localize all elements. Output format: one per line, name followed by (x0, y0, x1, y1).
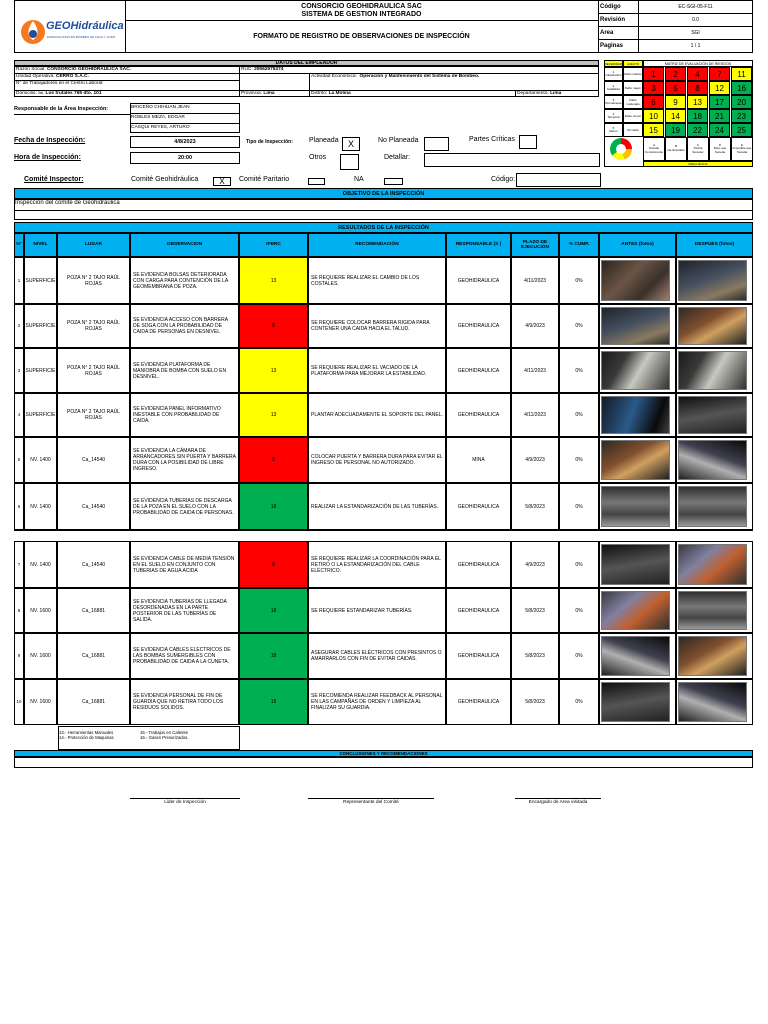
risk-matrix-cell: 10 (643, 109, 664, 123)
table-cell-obs: SE EVIDENCIA PLATAFORMA DE MANIOBRA DE BOMBA CON SUELO EN DESNIVEL. (130, 348, 239, 393)
table-cell-iperc: 19 (239, 679, 308, 725)
note-2: 14.- Protección de Maquinas (59, 735, 114, 740)
table-cell-obs: SE EVIDENCIA TUBERÍAS DE LLEGADA DESORDENADAS EN LA PARTE POSTERIOR DE LAS TUBERÍAS DE SALIDA. (130, 588, 239, 633)
results-section-title: RESULTADOS DE LA INSPECCIÓN (14, 222, 753, 233)
risk-matrix-cell: 21 (709, 109, 730, 123)
table-cell-nivel: SUPERFICIE (24, 393, 57, 437)
company-name: CONSORCIO GEOHIDRAULICA SAC (301, 3, 422, 10)
logo-subtitle: ESPECIALISTAS EN BOMBEO DE AGUA Y LODO (47, 35, 116, 39)
risk-matrix-frequency-col: B Ha Sucedido (665, 137, 687, 161)
table-cell-iperc: 13 (239, 348, 308, 393)
risk-matrix-afecto: Daño masivo (623, 67, 643, 81)
inspection-photo-despues[interactable] (678, 260, 747, 301)
table-cell-cump: 0% (559, 304, 599, 348)
table-cell-lugar: Ca_14540 (57, 483, 130, 530)
table-cell-resp: GEOHIDRAULICA (446, 393, 511, 437)
risk-matrix-cell: 22 (687, 123, 708, 137)
inspection-photo-despues[interactable] (678, 440, 747, 480)
risk-matrix-chart-icon (610, 138, 632, 160)
codigo-field[interactable] (516, 173, 601, 187)
table-cell-nivel: NV. 1400 (24, 541, 57, 588)
otros-label: Otros (309, 154, 327, 161)
table-cell-obs: SE EVIDENCIA CABLES ELECTRICOS DE LAS BOMBAS SUMERGIBLES CON PROBABILIDAD DE CAIDA A LA CUNETA. (130, 633, 239, 679)
risk-matrix-cell: 13 (687, 95, 708, 109)
inspection-photo-antes[interactable] (601, 307, 670, 345)
comite-paritario-checkbox[interactable] (308, 178, 325, 185)
risk-matrix-cell: 17 (709, 95, 730, 109)
table-cell-rec: SE REQUIERE REALIZAR EL VACIADO DE LA PLATAFORMA PARA MEJORAR LA ESTABILIDAD. (308, 348, 446, 393)
risk-matrix-afecto: Daño menor (623, 109, 643, 123)
risk-matrix-cell: 12 (709, 81, 730, 95)
risk-matrix-cell: 7 (709, 67, 730, 81)
table-cell-plazo: 5/8/2023 (511, 588, 559, 633)
table-cell-n: 6 (14, 483, 24, 530)
table-cell-plazo: 5/8/2023 (511, 633, 559, 679)
inspection-photo-despues[interactable] (678, 396, 747, 434)
note-4: 16.- Gases Presurizados. (140, 735, 189, 740)
risk-matrix-severity: 1 Catastrófico (604, 67, 623, 81)
employer-section-title: DATOS DEL EMPLEADOR (14, 60, 599, 66)
codigo-label: Código: (491, 176, 516, 183)
table-cell-rec: SE REQUIERE COLOCAR BARRERA RIGIDA PARA CONTENER UNA CAIDA HACIA EL TALUD. (308, 304, 446, 348)
results-column-header: RESPONSABLE (S ) (446, 233, 511, 257)
table-cell-n: 5 (14, 437, 24, 483)
company-logo (18, 14, 122, 48)
table-cell-resp: MINA (446, 437, 511, 483)
table-cell-rec: ASEGURAR CABLES ELÉCTRICOS CON PRESINTOS O AMARRARLOS CON FIN DE EVITAR CAIDAS. (308, 633, 446, 679)
domicilio: Domicilio: av. Los frutales 765 dto. 101 (16, 90, 102, 96)
table-cell-plazo: 4/9/2023 (511, 541, 559, 588)
risk-matrix-severity: 3 Permanente (604, 95, 623, 109)
inspection-photo-despues[interactable] (678, 591, 747, 630)
results-column-header: RECOMENDACIÓN (308, 233, 446, 257)
table-cell-obs: SE EVIDENCIA TUBERIAS DE DESCARGA DE LA POZA EN EL SUELO CON LA PROBABILIDAD DE CAIDA DE PERSONAS. (130, 483, 239, 530)
table-cell-n: 2 (14, 304, 24, 348)
responsable-2: ROBLES MEZA, EDGAR (131, 115, 185, 120)
inspection-photo-antes[interactable] (601, 486, 670, 527)
risk-matrix-afecto-header: AFECTO (623, 60, 643, 67)
inspection-photo-antes[interactable] (601, 591, 670, 630)
risk-matrix-title: MATRIZ DE EVALUACIÓN DE RIESGOS (643, 60, 753, 67)
conclusions-field[interactable] (14, 757, 753, 768)
partes-criticas-label: Partes Críticas (469, 136, 515, 143)
table-cell-rec: SE RECOMIENDA REALIZAR FEEDBACK AL PERSONAL EN LAS CAMPAÑAS DE ORDEN Y LIMPIEZA AL FINALIZAR SU GUARDIA. (308, 679, 446, 725)
table-cell-lugar: POZA N° 2 TAJO RAÚL ROJAS (57, 348, 130, 393)
table-cell-obs: SE EVIDENCIA CABLE DE MEDIA TENSIÓN EN EL SUELO EN CONJUNTO CON TUBERIAS DE AGUA ACIDA (130, 541, 239, 588)
table-cell-n: 7 (14, 541, 24, 588)
hora-label: Hora de Inspección: (14, 154, 81, 161)
actividad-economica: Actividad Económica: Operación y Mantenimiento del Sistema de Bombeo. (311, 74, 480, 79)
risk-matrix-severity: 5 Menor (604, 123, 623, 137)
table-cell-nivel: SUPERFICIE (24, 257, 57, 304)
risk-matrix-cell: 18 (687, 109, 708, 123)
table-cell-lugar: POZA N° 2 TAJO RAÚL ROJAS (57, 304, 130, 348)
table-cell-plazo: 4/9/2023 (511, 304, 559, 348)
table-cell-plazo: 5/8/2023 (511, 679, 559, 725)
risk-matrix-frequency-col: E Imposible que Suceda (731, 137, 753, 161)
table-cell-cump: 0% (559, 437, 599, 483)
inspection-photo-despues[interactable] (678, 307, 747, 345)
table-cell-rec: SE REQUIERE ESTANDARIZAR TUBERÍAS. (308, 588, 446, 633)
table-cell-cump: 0% (559, 257, 599, 304)
comite-geo-checkbox[interactable]: X (213, 177, 231, 186)
table-cell-cump: 0% (559, 348, 599, 393)
results-column-header: PLAZO DE EJECUCIÓN (511, 233, 559, 257)
risk-matrix-cell: 11 (731, 67, 752, 81)
meta-label-codigo: Código (600, 3, 621, 10)
results-column-header: LUGAR (57, 233, 130, 257)
table-cell-iperc: 8 (239, 304, 308, 348)
departamento: Departamento: Lima (517, 90, 562, 96)
inspection-photo-antes[interactable] (601, 260, 670, 301)
no-planeada-label: No Planeada (378, 137, 419, 144)
table-cell-obs: SE EVIDENCIA LA CÁMARA DE ARRANCADORES SIN PUERTA Y BARRERA DURA CON LA POSIBILIDAD DE LIBRE INGRESO. (130, 437, 239, 483)
table-cell-obs: SE EVIDENCIA PERSONAL DE FIN DE GUARDIA QUE NO RETIRA TODO LOS RESIDUOS SOLIDOS. (130, 679, 239, 725)
table-cell-lugar: Ca_16881 (57, 679, 130, 725)
planeada-checkbox[interactable]: X (342, 137, 360, 151)
detallar-field[interactable] (424, 153, 600, 167)
risk-matrix-freq-title: FRECUENCIA (643, 161, 753, 167)
results-column-header: DESPUES (fotos) (676, 233, 753, 257)
table-cell-n: 3 (14, 348, 24, 393)
risk-matrix-frequency-col: D Raro que Suceda (709, 137, 731, 161)
risk-matrix-frequency-col: C Podría Suceder (687, 137, 709, 161)
risk-matrix-cell: 6 (643, 95, 664, 109)
tipo-inspeccion-label: Tipo de Inspección: (246, 139, 293, 145)
results-column-header: N° (14, 233, 24, 257)
table-cell-obs: SE EVIDENCIA ACCESO CON BARRERA DE SOGA CON LA PROBABILIDAD DE CAIDA DE PERSONAS EN DESNIVEL (130, 304, 239, 348)
risk-matrix-cell: 5 (665, 81, 686, 95)
inspection-photo-despues[interactable] (678, 544, 747, 585)
table-cell-resp: GEOHIDRAULICA (446, 588, 511, 633)
results-column-header: % CUMP. (559, 233, 599, 257)
table-cell-n: 9 (14, 633, 24, 679)
table-cell-resp: GEOHIDRAULICA (446, 257, 511, 304)
table-cell-plazo: 4/11/2023 (511, 348, 559, 393)
table-cell-n: 10 (14, 679, 24, 725)
results-column-header: IPERC (239, 233, 308, 257)
risk-matrix-cell: 4 (687, 67, 708, 81)
risk-matrix-severity: 4 Temporal (604, 109, 623, 123)
objective-text: Inspección del comité de Geohidráulica (15, 200, 120, 206)
risk-matrix-cell: 23 (731, 109, 752, 123)
risk-matrix-cell: 1 (643, 67, 664, 81)
results-column-header: ANTES (fotos) (599, 233, 676, 257)
table-cell-nivel: NV. 1600 (24, 679, 57, 725)
conclusions-section-title: CONCLUSIONES Y RECOMENDACIONES (14, 750, 753, 757)
risk-matrix-cell: 15 (643, 123, 664, 137)
inspection-photo-antes[interactable] (601, 396, 670, 434)
table-cell-iperc: 8 (239, 437, 308, 483)
meta-value-paginas: 1 / 1 (690, 43, 701, 49)
hora-field[interactable]: 20:00 (130, 152, 240, 164)
risk-matrix-sev-header: SEVERIDAD (604, 61, 623, 66)
table-cell-lugar: POZA N° 2 TAJO RAÚL ROJAS (57, 393, 130, 437)
inspection-photo-antes[interactable] (601, 544, 670, 585)
table-cell-iperc: 8 (239, 541, 308, 588)
fecha-field[interactable]: 4/8/2023 (130, 136, 240, 148)
table-cell-plazo: 4/11/2023 (511, 257, 559, 304)
na-label: NA (354, 176, 364, 183)
planeada-label: Planeada (309, 137, 339, 144)
table-cell-cump: 0% (559, 633, 599, 679)
inspection-photo-despues[interactable] (678, 682, 747, 722)
table-cell-cump: 0% (559, 679, 599, 725)
inspection-photo-antes[interactable] (601, 440, 670, 480)
risk-matrix-cell: 24 (709, 123, 730, 137)
table-cell-lugar: Ca_14540 (57, 541, 130, 588)
system-name: SISTEMA DE GESTION INTEGRADO (301, 11, 422, 18)
table-cell-rec: PLANTAR ADECUADAMENTE EL SOPORTE DEL PANEL. (308, 393, 446, 437)
signature-encargado: Encargado de Area visitada (515, 798, 601, 805)
unidad-operativa: Unidad Operativa: CERRO S.A.C. (16, 73, 89, 79)
signature-lider: Lider de Inspección (130, 798, 240, 805)
results-column-header: OBSERVACION (130, 233, 239, 257)
risk-matrix-severity: 2 Fatalidad (604, 81, 623, 95)
table-cell-iperc: 18 (239, 633, 308, 679)
table-cell-resp: GEOHIDRAULICA (446, 348, 511, 393)
risk-matrix-cell: 3 (643, 81, 664, 95)
comite-geo-label: Comité Geohidráulica (131, 176, 199, 183)
meta-label-paginas: Paginas (600, 43, 624, 49)
risk-matrix-afecto: Sin daño (623, 123, 643, 137)
comite-inspector-label: Comité Inspector: (24, 176, 84, 183)
table-cell-lugar: Ca_16881 (57, 588, 130, 633)
risk-matrix-cell: 25 (731, 123, 752, 137)
table-cell-cump: 0% (559, 588, 599, 633)
comite-paritario-label: Comité Paritario (239, 176, 290, 183)
responsable-1: BRICEÑO CHIHUAN JEAN (131, 105, 190, 110)
num-trabajadores: N° de Trabajadores en el Centro Laboral: (16, 81, 104, 86)
otros-checkbox[interactable] (340, 154, 359, 170)
table-cell-rec: COLOCAR PUERTA Y BARRERA DURA PARA EVITAR EL INGRESO DE PERSONAL NO AUTORIZADO. (308, 437, 446, 483)
table-cell-lugar: POZA N° 2 TAJO RAÚL ROJAS (57, 257, 130, 304)
table-cell-resp: GEOHIDRAULICA (446, 633, 511, 679)
responsable-3: CASQUI REYES, ARTURO (131, 125, 190, 130)
risk-matrix-afecto: Daño moderado (623, 95, 643, 109)
table-cell-lugar: Ca_16881 (57, 633, 130, 679)
note-3: 15.- Trabajos en Caliente (140, 730, 189, 735)
table-gap-line (14, 530, 753, 531)
risk-matrix-cell: 16 (731, 81, 752, 95)
table-cell-n: 4 (14, 393, 24, 437)
meta-value-codigo: EC-SGI-05-F11 (678, 3, 713, 10)
note-1: 13.- Herramientas Manuales (59, 730, 114, 735)
table-cell-nivel: NV. 1400 (24, 483, 57, 530)
table-cell-lugar: Ca_14540 (57, 437, 130, 483)
distrito: Distrito: La Molina (311, 90, 351, 96)
table-cell-iperc: 18 (239, 483, 308, 530)
risk-matrix-cell: 2 (665, 67, 686, 81)
table-cell-nivel: NV. 1600 (24, 633, 57, 679)
table-cell-iperc: 13 (239, 393, 308, 437)
risk-matrix-frequency-col: A Sucede Comúnmente (643, 137, 665, 161)
table-cell-n: 8 (14, 588, 24, 633)
inspection-photo-despues[interactable] (678, 636, 747, 676)
table-cell-nivel: NV. 1400 (24, 437, 57, 483)
inspection-photo-despues[interactable] (678, 351, 747, 390)
detallar-label: Detallar: (384, 154, 411, 161)
table-cell-n: 1 (14, 257, 24, 304)
risk-matrix-cell: 19 (665, 123, 686, 137)
table-cell-plazo: 4/11/2023 (511, 393, 559, 437)
table-cell-iperc: 18 (239, 588, 308, 633)
risk-matrix-afecto: Daño mayor (623, 81, 643, 95)
table-cell-resp: GEOHIDRAULICA (446, 304, 511, 348)
risk-matrix-cell: 14 (665, 109, 686, 123)
objective-section-title: OBJETIVO DE LA INSPECCIÓN (14, 188, 753, 199)
risk-matrix-cell: 20 (731, 95, 752, 109)
table-cell-nivel: NV. 1600 (24, 588, 57, 633)
meta-value-revision: 0.0 (692, 16, 699, 23)
fecha-label: Fecha de Inspección: (14, 137, 86, 144)
table-cell-cump: 0% (559, 483, 599, 530)
meta-label-area: Area (600, 29, 614, 36)
risk-matrix-cell: 8 (687, 81, 708, 95)
razon-social: Razón Social: CONSORCIO GEOHIDRAULICA SAC. (16, 67, 131, 72)
table-cell-resp: GEOHIDRAULICA (446, 483, 511, 530)
table-cell-resp: GEOHIDRAULICA (446, 541, 511, 588)
form-title: FORMATO DE REGISTRO DE OBSERVACIONES DE INSPECCIÓN (253, 33, 470, 40)
risk-matrix-cell: 9 (665, 95, 686, 109)
table-cell-plazo: 5/8/2023 (511, 483, 559, 530)
table-cell-cump: 0% (559, 393, 599, 437)
table-cell-rec: REALIZAR LA ESTANDARIZACIÓN DE LAS TUBERÍAS. (308, 483, 446, 530)
inspection-photo-antes[interactable] (601, 682, 670, 722)
table-cell-iperc: 13 (239, 257, 308, 304)
table-cell-obs: SE EVIDENCIA BOLSAS DETERIORADA CON CARGA PARA CONTENCIÓN DE LA GEOMEMBRANA DE POZA. (130, 257, 239, 304)
no-planeada-checkbox[interactable] (424, 137, 449, 151)
table-cell-cump: 0% (559, 541, 599, 588)
provincia: Provincia: Lima (241, 90, 275, 96)
table-cell-rec: SE REQUIERE REALIZAR LA COORDINACIÓN PARA EL RETIRO O LA ESTANDARIZACIÓN DEL CABLE ELÉCTRICO. (308, 541, 446, 588)
table-cell-nivel: SUPERFICIE (24, 304, 57, 348)
inspection-photo-antes[interactable] (601, 636, 670, 676)
table-cell-resp: GEOHIDRAULICA (446, 679, 511, 725)
responsable-label: Responsable de la Área Inspección: (14, 106, 109, 112)
inspection-photo-despues[interactable] (678, 486, 747, 527)
results-column-header: NIVEL (24, 233, 57, 257)
meta-value-area: SGI (691, 29, 700, 36)
logo-drop-icon (20, 16, 46, 46)
ruc: RUC: 20562975374 (241, 67, 284, 72)
table-cell-obs: SE EVIDENCIA PANEL INFORMATIVO INESTABLE CON PROBABILIDAD DE CAIDA. (130, 393, 239, 437)
na-checkbox[interactable] (384, 178, 403, 185)
signature-representante: Representante del Comité (308, 798, 434, 805)
logo-text: GEOHidráulica (46, 20, 124, 32)
partes-criticas-checkbox[interactable] (519, 135, 537, 149)
table-cell-rec: SE REQUIERE REALIZAR EL CAMBIO DE LOS COSTALES. (308, 257, 446, 304)
meta-label-revision: Revisión (600, 16, 626, 23)
inspection-photo-antes[interactable] (601, 351, 670, 390)
table-cell-plazo: 4/9/2023 (511, 437, 559, 483)
table-cell-nivel: SUPERFICIE (24, 348, 57, 393)
